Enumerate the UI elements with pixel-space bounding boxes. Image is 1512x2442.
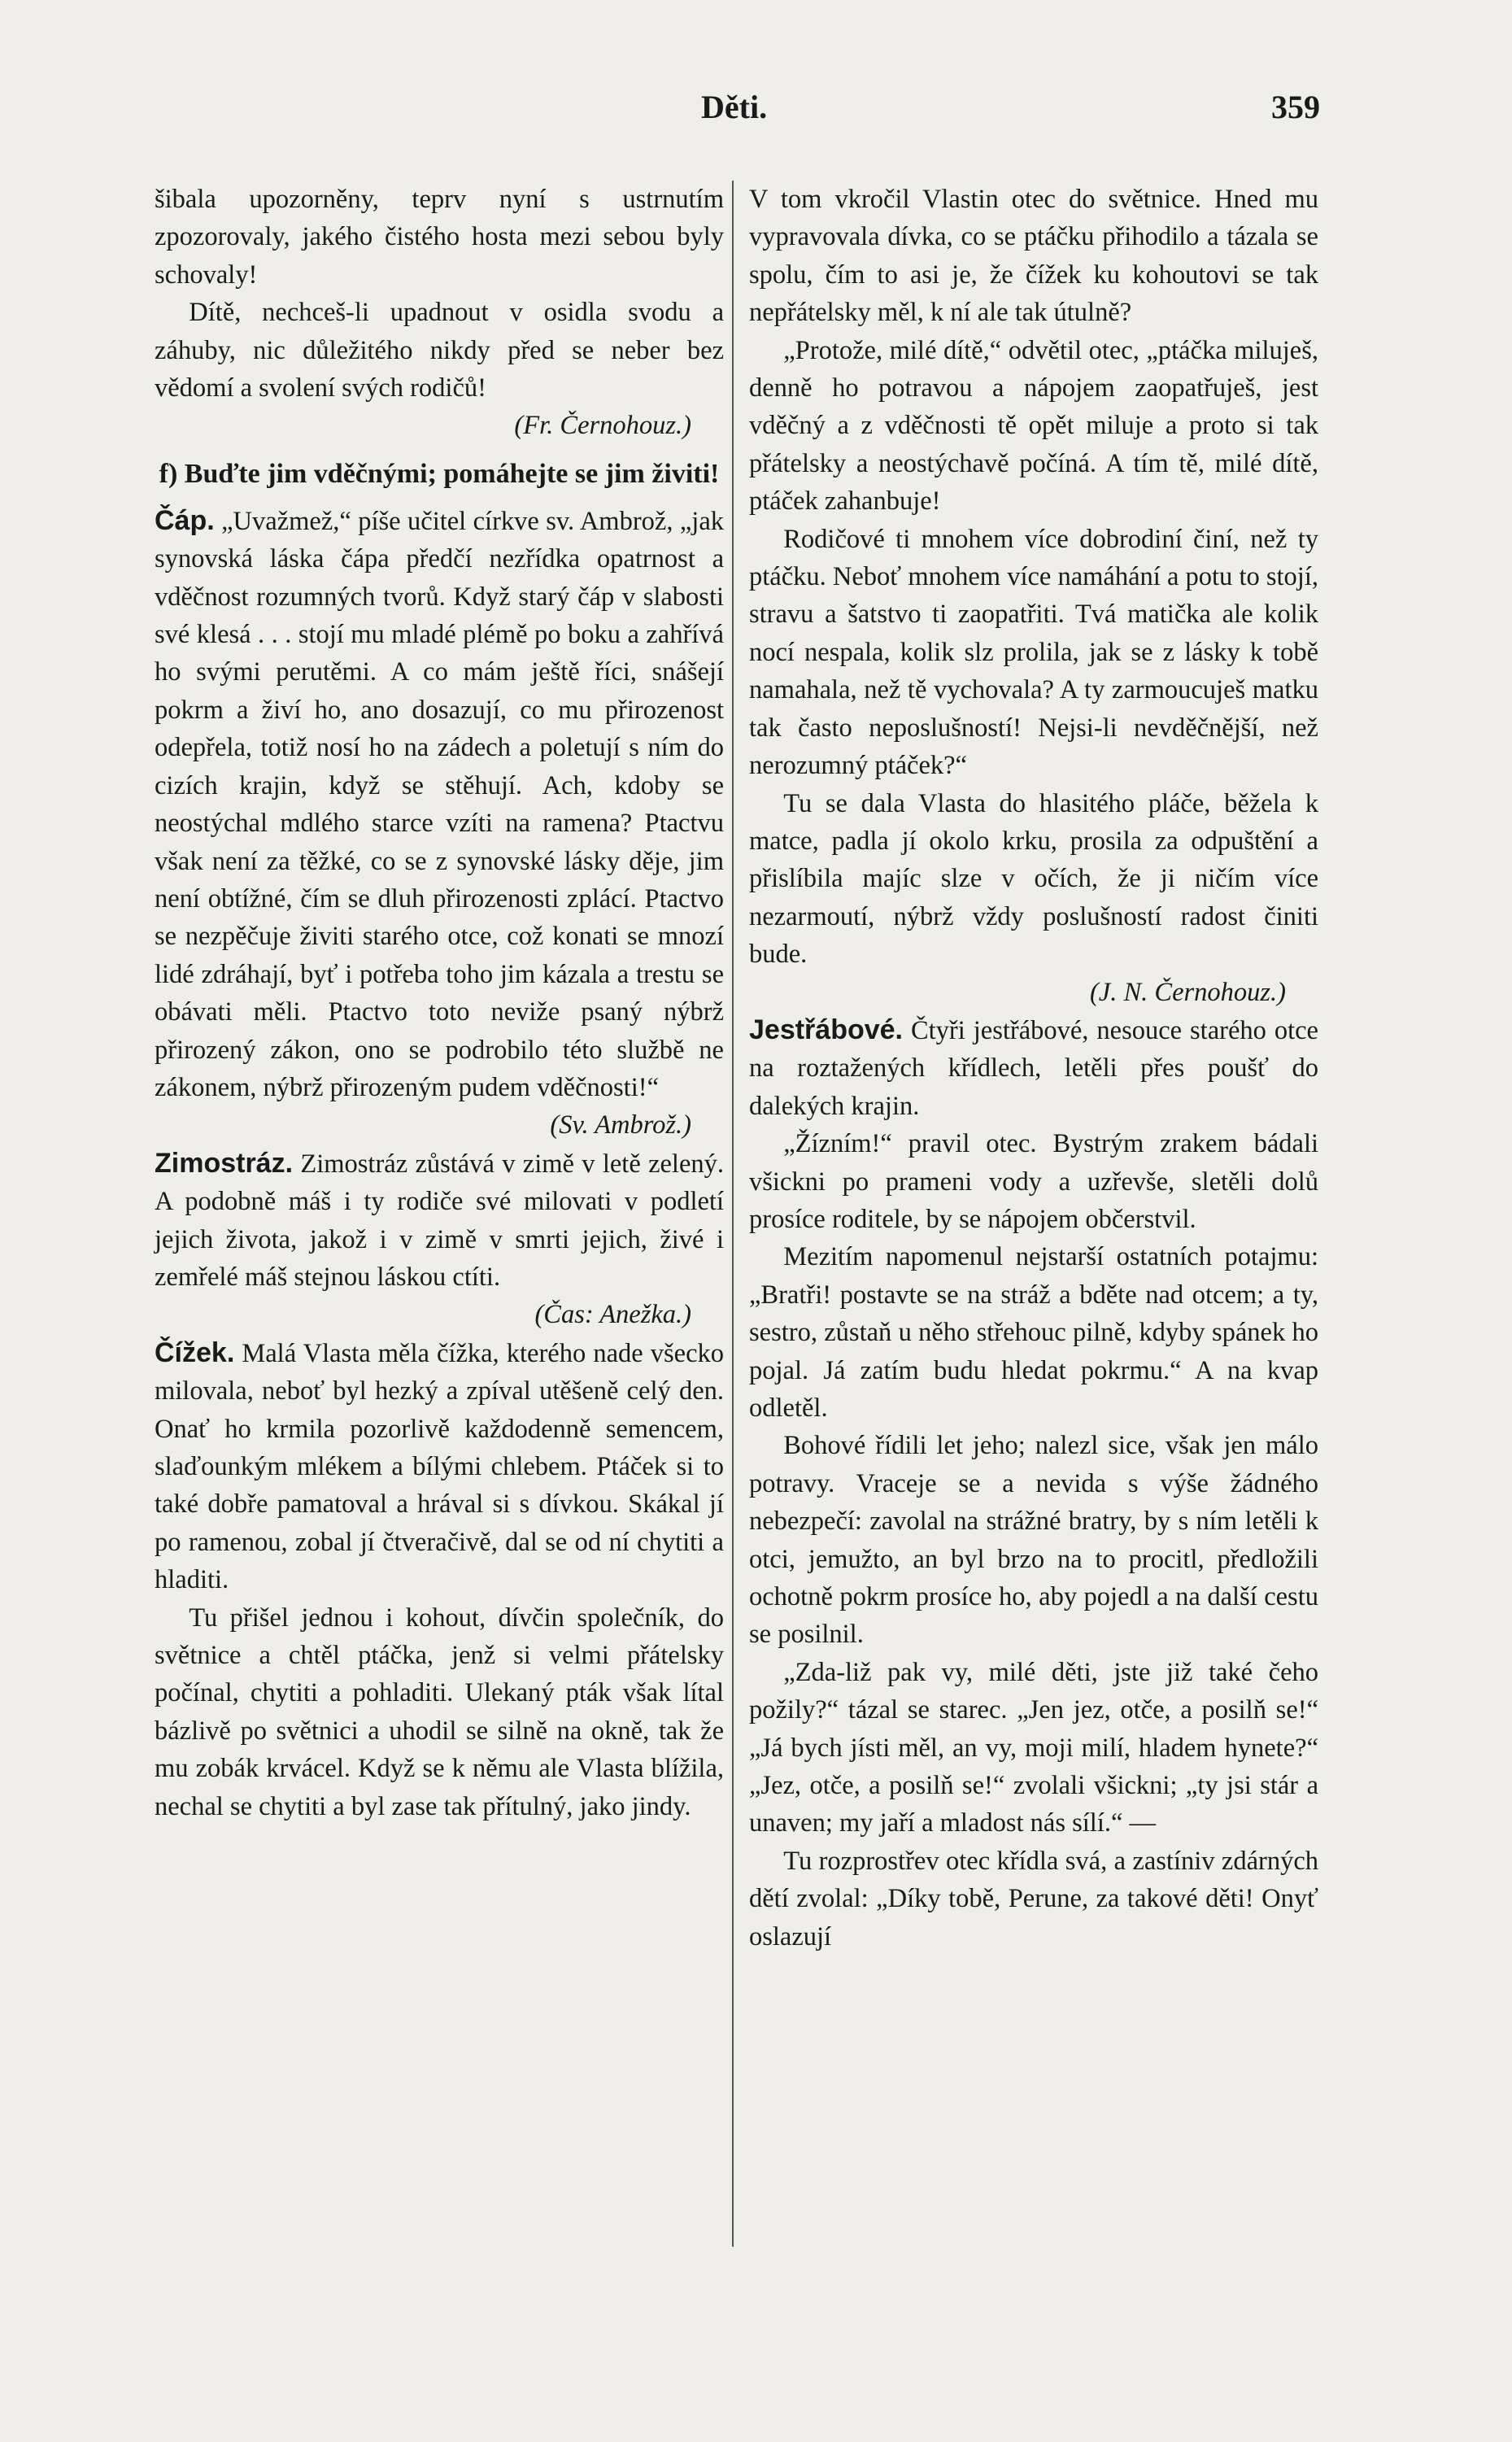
headword: Čížek. xyxy=(155,1337,235,1368)
right-column xyxy=(749,181,1318,1956)
column-divider xyxy=(732,181,734,2247)
entry-text: Malá Vlasta měla čížka, kterého nade všecko milovala, neboť byl hezký a zpíval utěšeně celý den. Onať ho krmila pozorlivě každodenně semencem, slaďounkým mlékem a bílými chlebem. Ptáček si to také dobře pamatoval a hrával si s dívkou. Skákal jí po ramenou, zobal jí čtveračivě, dal se od ní chytiti a hladiti. xyxy=(155,1338,725,1595)
paragraph: Dítě, nechceš-li upadnout v osidla svodu a záhuby, nic důležitého nikdy před se neber bez vědomí a svolení svých rodičů! xyxy=(155,298,724,403)
paragraph: Mezitím napomenul nejstarší ostatních potajmu: „Bratři! postavte se na stráž a bděte nad otcem; a ty, sestro, zůstaň u něho střehouc pilně, kdyby spánek ho pojal. Já zatím budu hledat pokrmu.“ A na kvap odletěl. xyxy=(749,1242,1318,1423)
paragraph: Rodičové ti mnohem více dobrodiní činí, než ty ptáčku. Neboť mnohem více namáhání a potu to stojí, stravu a šatstvo ti zaopatřiti. Tvá matička ale kolik nocí nespala, kolik slz prolila, jak se z lásky k tobě namahala, než tě vychovala? A ty zarmoucuješ matku tak často neposlušností! Nejsi-li nevděčnější, než nerozumný ptáček?“ xyxy=(749,524,1318,781)
paragraph: Tu se dala Vlasta do hlasitého pláče, běžela k matce, padla jí okolo krku, prosila za odpuštění a přislíbila majíc slze v očích, že ji ničím více nezarmoutí, nýbrž vždy poslušností radost činiti bude. xyxy=(749,788,1318,970)
paragraph: „Protože, milé dítě,“ odvětil otec, „ptáčka miluješ, denně ho potravou a nápojem zaopatřuješ, jest vděčný a z vděčnosti tě opět miluje a proto si tak přátelsky a neostýchavě počíná. A tím tě, milé dítě, ptáček zahanbuje! xyxy=(749,335,1318,517)
attribution: (Fr. Černohouz.) xyxy=(514,411,691,441)
entry-jestrabove xyxy=(749,1011,1318,1125)
entry-text: Zimostráz zůstává v zimě v letě zelený. A podobně máš i ty rodiče své milovati v podletí jejich života, jakož i v zimě v smrti jejich, živé i zemřelé máš stejnou láskou ctíti. xyxy=(155,1149,725,1292)
entry-text: Čtyři jestřábové, nesouce starého otce na roztažených křídlech, letěli přes poušť do dalekých krajin. xyxy=(749,1015,1318,1121)
paragraph: V tom vkročil Vlastin otec do světnice. Hned mu vypravovala dívka, co se ptáčku přihodilo a tázala se spolu, čím to asi je, že čížek ku kohoutovi se tak nepřátelsky měl, k ní ale tak útulně? xyxy=(749,185,1318,328)
headword: Čáp. xyxy=(155,504,215,536)
section-heading xyxy=(155,456,724,492)
paragraph: „Zda-liž pak vy, milé děti, jste již také čeho požily?“ tázal se starec. „Jen jez, otče, a posilň se!“ „Já bych jísti měl, an vy, moji milí, hladem hynete?“ „Jez, otče, a posilň se!“ zvolali všickni; „ty jsi stár a unaven; my jaří a mladost nás sílí.“ — xyxy=(749,1657,1318,1838)
entry-cap xyxy=(155,502,724,1107)
page-number: 359 xyxy=(1271,89,1320,125)
attribution: (Sv. Ambrož.) xyxy=(550,1110,691,1140)
paragraph: Bohové řídili let jeho; nalezl sice, však jen málo potravy. Vraceje se a nevida s výše žádného nebezpečí: zavolal na strážné bratry, by s ním letěli k otci, jemužto, an byl brzo na to procitl, předložili ochotně pokrm prosíce ho, aby pojedl a na další cestu se posilnil. xyxy=(749,1431,1318,1650)
entry-zimostraz xyxy=(155,1145,724,1297)
page-header xyxy=(0,88,1512,137)
paragraph: šibala upozorněny, teprv nyní s ustrnutím zpozorovaly, jakého čistého hosta mezi sebou byly schovaly! xyxy=(155,185,724,290)
left-column xyxy=(155,181,724,1825)
entry-cizek xyxy=(155,1334,724,1599)
entry-text: „Uvažmež,“ píše učitel církve sv. Ambrož, „jak synovská láska čápa předčí nezřídka opatrnost a vděčnost rozumných tvorů. Když starý čáp v slabosti své klesá . . . stojí mu mladé plémě po boku a zahřívá ho svými perutěmi. A co mám ještě říci, snášejí pokrm a živí ho, ano dosazují, co mu přirozenost odepřela, totiž nosí ho na zádech a poletují s ním do cizích krajin, když se stěhují. Ach, kdoby se neostýchal mdlého starce vzíti na ramena? Ptactvu však není za těžké, co se z synovské lásky děje, jim není obtížné, čím se dluh přirozenosti zplácí. Ptactvo se nezpěčuje živiti starého otce, což konati se mnozí lidé zdráhají, byť i potřeba toho jim kázala a trestu se obávati měli. Ptactvo toto neviže psaný nýbrž přirozený zákon, ono se podrobilo této službě ne zákonem, nýbrž přirozeným pudem vděčnosti!“ xyxy=(155,506,724,1102)
section-marker: f) xyxy=(159,458,178,489)
paragraph: „Žízním!“ pravil otec. Bystrým zrakem bádali všickni po prameni vody a uzřevše, sletěli dolů prosíce roditele, by se nápojem občerstvil. xyxy=(749,1129,1318,1234)
paragraph: Tu rozprostřev otec křídla svá, a zastíniv zdárných dětí zvolal: „Díky tobě, Perune, za takové děti! Onyť oslazují xyxy=(749,1846,1318,1951)
attribution: (J. N. Černohouz.) xyxy=(1089,977,1286,1007)
headword: Jestřábové. xyxy=(749,1014,903,1045)
headword: Zimostráz. xyxy=(155,1147,294,1179)
attribution: (Čas: Anežka.) xyxy=(534,1300,691,1330)
section-heading-text: Buďte jim vděčnými; pomáhejte se jim živiti! xyxy=(184,458,720,489)
paragraph: Tu přišel jednou i kohout, dívčin společník, do světnice a chtěl ptáčka, jenž si velmi přátelsky počínal, chytiti a pohladiti. Ulekaný pták však lítal bázlivě po světnici a uhodil se silně na okně, tak že mu zobák krvácel. Když se k němu ale Vlasta blížila, nechal se chytiti a byl zase tak přítulný, jako jindy. xyxy=(155,1603,724,1821)
running-title: Děti. xyxy=(701,89,768,125)
